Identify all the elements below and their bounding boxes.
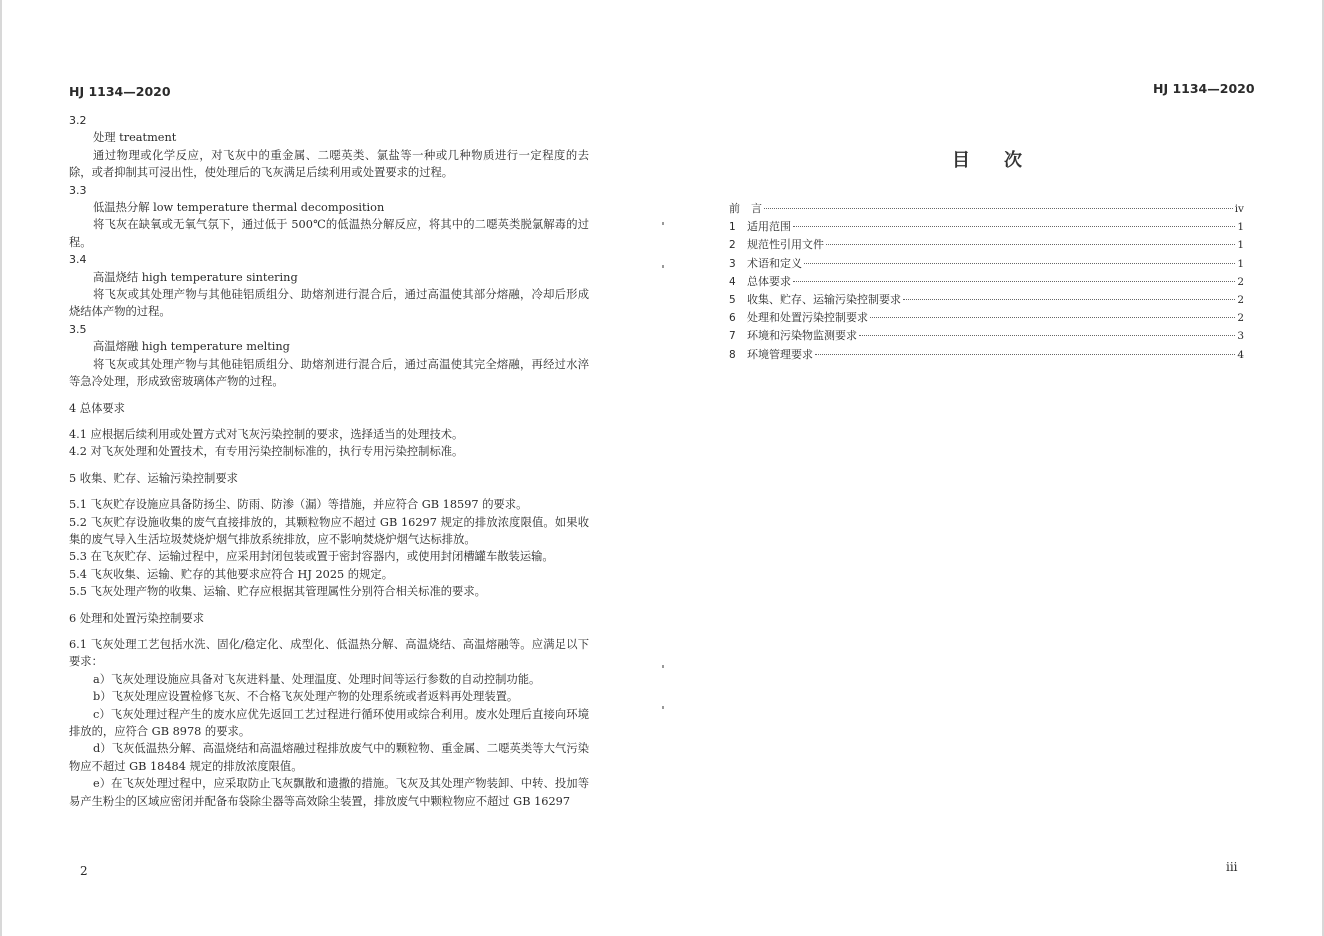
- toc-entry-number: 7: [729, 330, 736, 343]
- list-item: d）飞灰低温热分解、高温烧结和高温熔融过程排放废气中的颗粒物、重金属、二噁英类等大气污染物应不超过 GB 18484 规定的排放浓度限值。: [69, 742, 589, 773]
- toc-leader-dots: [859, 335, 1235, 336]
- section-heading: 4 总体要求: [69, 401, 125, 415]
- toc-entry-page: 1: [1237, 239, 1244, 252]
- toc-leader-dots: [804, 263, 1235, 264]
- toc-entry[interactable]: [729, 236, 1244, 254]
- right-page: [662, 0, 1324, 936]
- toc-entry-page: 2: [1237, 294, 1244, 307]
- clause-item: 5.5 飞灰处理产物的收集、运输、贮存应根据其管理属性分别符合相关标准的要求。: [69, 585, 486, 599]
- toc-leader-dots: [815, 354, 1235, 355]
- toc-entry-number: 4: [729, 275, 736, 288]
- clause-item: 4.1 应根据后续利用或处置方式对飞灰污染控制的要求，选择适当的处理技术。: [69, 427, 464, 441]
- definition-text: 将飞灰或其处理产物与其他硅铝质组分、助熔剂进行混合后，通过高温使其完全熔融，再经过水淬等急冷处理，形成致密玻璃体产物的过程。: [69, 357, 589, 389]
- toc-entry-page: iv: [1234, 203, 1244, 215]
- clause-number: 3.5: [69, 322, 87, 336]
- definition-text: 通过物理或化学反应，对飞灰中的重金属、二噁英类、氯盐等一种或几种物质进行一定程度的去除，或者抑制其可浸出性，使处理后的飞灰满足后续利用或处置要求的过程。: [69, 148, 589, 180]
- toc-entry-label: 术语和定义: [747, 256, 802, 270]
- toc-leader-dots: [793, 281, 1235, 282]
- toc-entry[interactable]: [729, 346, 1244, 364]
- list-item: b）飞灰处理应设置检修飞灰、不合格飞灰处理产物的处理系统或者返料再处理装置。: [93, 690, 519, 704]
- left-page-number: 2: [80, 864, 88, 878]
- toc-entry[interactable]: [729, 273, 1244, 291]
- toc-title: 目次: [952, 150, 1056, 171]
- clause-number: 3.3: [69, 183, 87, 197]
- toc-entry-page: 2: [1237, 312, 1244, 325]
- clause-item: 5.4 飞灰收集、运输、贮存的其他要求应符合 HJ 2025 的规定。: [69, 567, 393, 581]
- right-page-number: iii: [1226, 860, 1238, 874]
- clause-number: 3.4: [69, 253, 87, 267]
- clause-number: 3.2: [69, 114, 87, 127]
- toc-entry-label: 总体要求: [747, 274, 791, 288]
- section-heading: 6 处理和处置污染控制要求: [69, 611, 205, 625]
- toc-entry-number: 6: [729, 312, 736, 325]
- term-heading: 处理 treatment: [93, 131, 177, 145]
- clause-item: 5.2 飞灰贮存设施收集的废气直接排放的，其颗粒物应不超过 GB 16297 规定的排放浓度限值。如果收集的废气导入生活垃圾焚烧炉烟气排放系统排放，应不影响焚烧炉烟气达标排放。: [69, 515, 589, 546]
- left-header: HJ 1134—2020: [69, 84, 171, 99]
- toc-entry-label: 收集、贮存、运输污染控制要求: [747, 293, 901, 307]
- clause-item: 5.1 飞灰贮存设施应具备防扬尘、防雨、防渗（漏）等措施，并应符合 GB 18597 的要求。: [69, 498, 528, 512]
- toc-leader-dots: [826, 244, 1235, 245]
- toc-leader-dots: [870, 317, 1235, 318]
- toc-entry-number: 2: [729, 239, 736, 252]
- list-item: e）在飞灰处理过程中，应采取防止飞灰飘散和遗撒的措施。飞灰及其处理产物装卸、中转、投加等易产生粉尘的区域应密闭并配备布袋除尘器等高效除尘装置，排放废气中颗粒物应不超过 GB 16297: [69, 777, 589, 808]
- toc-leader-dots: [764, 208, 1233, 209]
- toc-entry-page: 1: [1237, 257, 1244, 270]
- definition-text: 将飞灰在缺氧或无氧气氛下，通过低于 500℃的低温热分解反应，将其中的二噁英类脱氯解毒的过程。: [69, 218, 589, 249]
- toc-entry-page: 3: [1237, 330, 1244, 343]
- left-page-content: [69, 112, 589, 810]
- toc-entry-number: 8: [729, 348, 736, 361]
- term-heading: 低温热分解 low temperature thermal decomposition: [93, 201, 385, 215]
- toc-entry-number: 1: [729, 221, 736, 234]
- toc-entry-number: 3: [729, 257, 736, 270]
- section-heading: 5 收集、贮存、运输污染控制要求: [69, 471, 238, 485]
- toc-entry-label: 前 言: [729, 202, 762, 215]
- toc-entry[interactable]: [729, 327, 1244, 345]
- toc-entry[interactable]: [729, 200, 1244, 218]
- toc-entry[interactable]: [729, 255, 1244, 273]
- clause-item: 6.1 飞灰处理工艺包括水洗、固化/稳定化、成型化、低温热分解、高温烧结、高温熔融等。应满足以下要求：: [69, 637, 589, 669]
- toc-entry-label: 环境和污染物监测要求: [747, 329, 857, 343]
- clause-item: 4.2 对飞灰处理和处置技术，有专用污染控制标准的，执行专用污染控制标准。: [69, 445, 464, 459]
- list-item: c）飞灰处理过程产生的废水应优先返回工艺过程进行循环使用或综合利用。废水处理后直接向环境排放的，应符合 GB 8978 的要求。: [69, 707, 589, 738]
- term-heading: 高温烧结 high temperature sintering: [93, 270, 298, 284]
- clause-item: 5.3 在飞灰贮存、运输过程中，应采用封闭包装或置于密封容器内，或使用封闭槽罐车散装运输。: [69, 550, 554, 564]
- table-of-contents: [729, 200, 1244, 364]
- list-item: a）飞灰处理设施应具备对飞灰进料量、处理温度、处理时间等运行参数的自动控制功能。: [93, 672, 541, 686]
- toc-entry-page: 4: [1237, 348, 1244, 361]
- toc-entry-label: 适用范围: [747, 220, 791, 234]
- toc-entry-page: 1: [1237, 221, 1244, 234]
- toc-entry-label: 规范性引用文件: [747, 238, 824, 252]
- toc-entry[interactable]: [729, 218, 1244, 236]
- toc-entry-number: 5: [729, 294, 736, 307]
- toc-entry[interactable]: [729, 291, 1244, 309]
- toc-leader-dots: [903, 299, 1235, 300]
- definition-text: 将飞灰或其处理产物与其他硅铝质组分、助熔剂进行混合后，通过高温使其部分熔融，冷却后形成烧结体产物的过程。: [69, 288, 589, 319]
- toc-entry-label: 处理和处置污染控制要求: [747, 311, 868, 325]
- toc-entry-page: 2: [1237, 275, 1244, 288]
- toc-entry-label: 环境管理要求: [747, 347, 813, 361]
- toc-entry[interactable]: [729, 309, 1244, 327]
- right-header: HJ 1134—2020: [1153, 81, 1255, 96]
- toc-leader-dots: [793, 226, 1235, 227]
- term-heading: 高温熔融 high temperature melting: [93, 340, 290, 354]
